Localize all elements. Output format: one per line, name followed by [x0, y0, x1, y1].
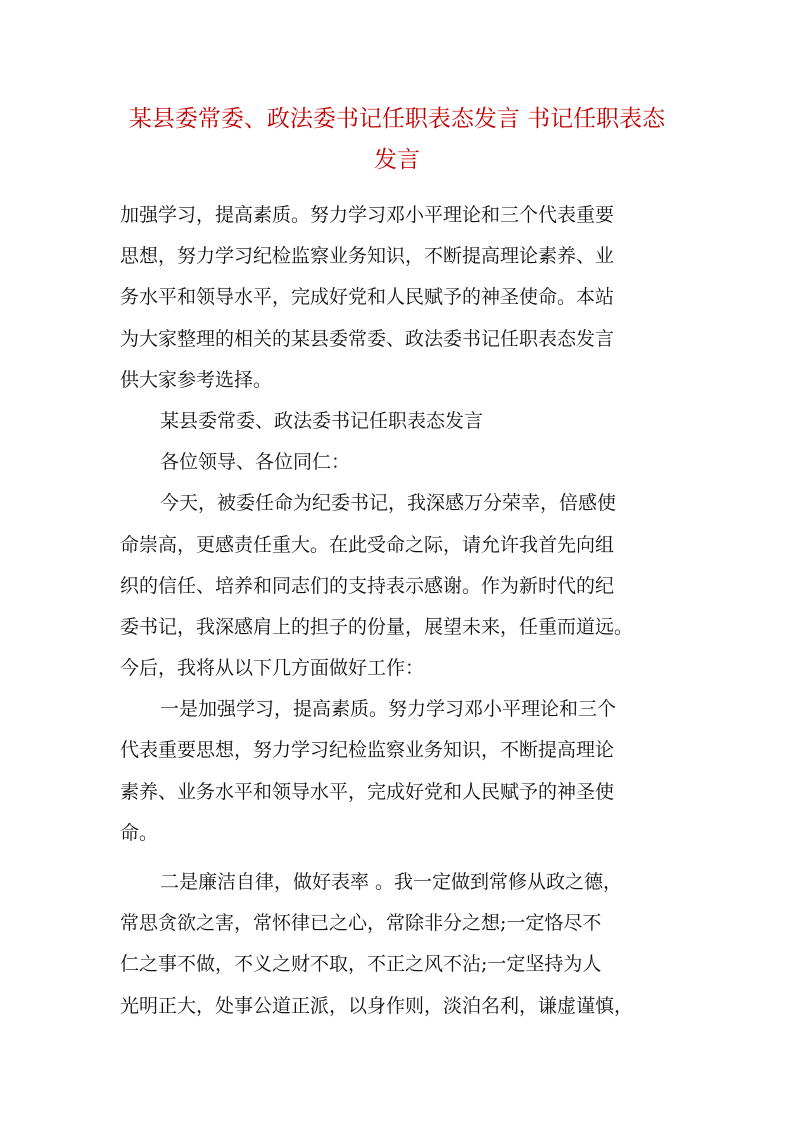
paragraph-line: 命崇高，更感责任重大。在此受命之际，请允许我首先向组 [120, 533, 615, 556]
paragraph-gap [120, 854, 680, 862]
document-body [120, 195, 680, 1027]
paragraph-line: 一是加强学习，提高素质。努力学习邓小平理论和三个 [160, 698, 617, 721]
title-line-2: 发言 [374, 147, 420, 174]
paragraph-line: 委书记，我深感肩上的担子的份量，展望未来，任重而道远。 [120, 615, 634, 638]
paragraph-line: 供大家参考选择。 [120, 368, 273, 391]
title-line-1: 某县委常委、政法委书记任职表态发言 书记任职表态 [128, 106, 666, 132]
paragraph-line: 为大家整理的相关的某县委常委、政法委书记任职表态发言 [120, 327, 615, 350]
subheading-line: 某县委常委、政法委书记任职表态发言 [160, 409, 484, 432]
paragraph-line: 今天，被委任命为纪委书记，我深感万分荣幸，倍感使 [160, 492, 617, 515]
paragraph-line: 代表重要思想，努力学习纪检监察业务知识，不断提高理论 [120, 739, 615, 762]
paragraph-line: 今后，我将从以下几方面做好工作： [120, 657, 425, 680]
paragraph-line: 二是廉洁自律，做好表率 。我一定做到常修从政之德， [160, 871, 623, 893]
document-title [110, 99, 684, 181]
salutation-line: 各位领导、各位同仁： [160, 451, 351, 474]
paragraph-line: 素养、业务水平和领导水平，完成好党和人民赋予的神圣使 [120, 780, 615, 803]
paragraph-line: 务水平和领导水平，完成好党和人民赋予的神圣使命。本站 [120, 286, 615, 309]
paragraph-line: 思想，努力学习纪检监察业务知识，不断提高理论素养、业 [120, 245, 615, 268]
paragraph-line: 光明正大，处事公道正派，以身作则，淡泊名利，谦虚谨慎， [120, 994, 634, 1017]
paragraph-line: 加强学习，提高素质。努力学习邓小平理论和三个代表重要 [120, 204, 615, 226]
paragraph-line: 命。 [120, 821, 159, 844]
paragraph-line: 常思贪欲之害，常怀律已之心，常除非分之想;一定恪尽不 [120, 912, 602, 935]
paragraph-line: 仁之事不做，不义之财不取，不正之风不沾;一定坚持为人 [120, 953, 602, 976]
paragraph-line: 织的信任、培养和同志们的支持表示感谢。作为新时代的纪 [120, 574, 615, 597]
